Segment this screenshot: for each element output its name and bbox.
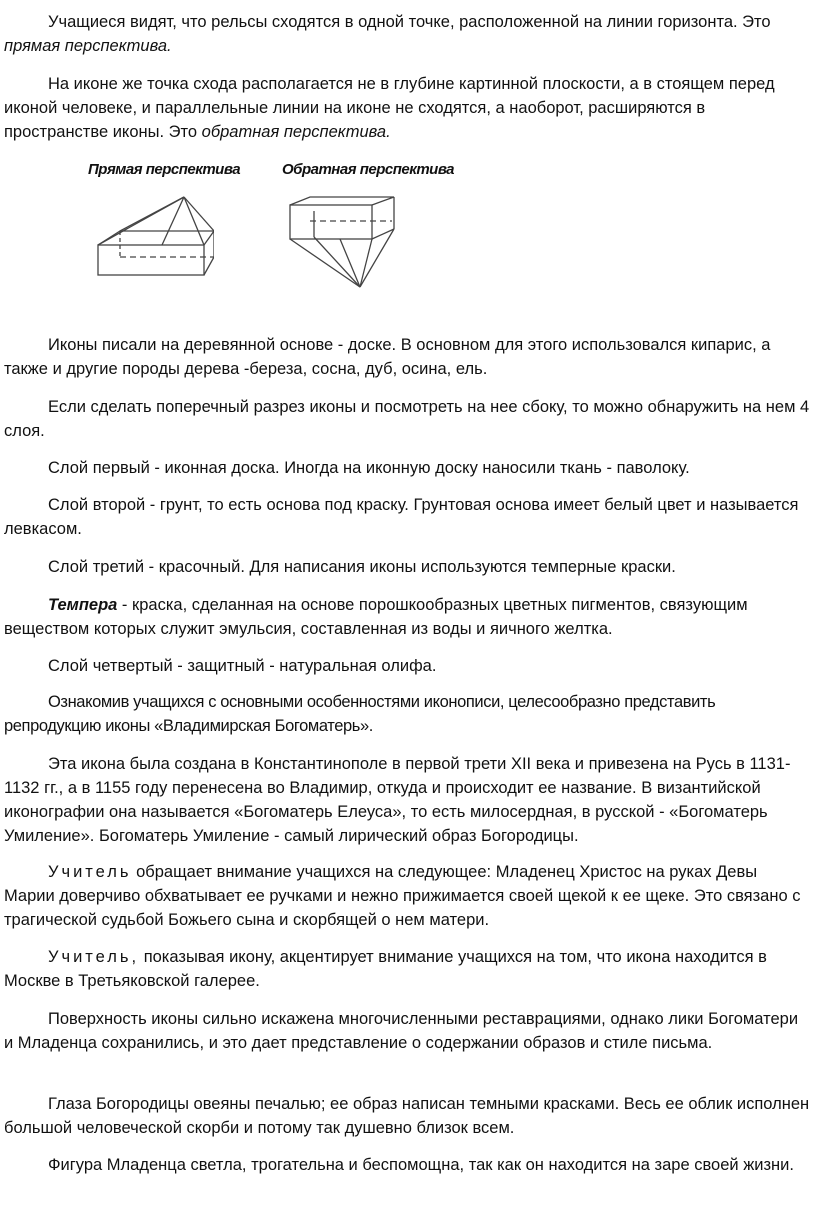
paragraph-layer-one: Слой первый - иконная доска. Иногда на иконную доску наносили ткань - паволоку. <box>48 459 690 477</box>
paragraph-rails <box>4 10 810 58</box>
paragraph-child-figure: Фигура Младенца светла, трогательна и беспомощна, так как он находится на заре своей жизни. <box>48 1156 794 1174</box>
paragraph-restoration: Поверхность иконы сильно искажена многочисленными реставрациями, однако лики Богоматери и Младенца сохранились, и это дает представление о содержании образов и стиле письма. <box>4 1010 799 1052</box>
direct-ray <box>184 197 204 245</box>
paragraph-icon-text: На иконе же точка схода располагается не в глубине картинной плоскости, а в стоящем перед иконой человеке, и параллельные линии на иконе не сходятся, а наоборот, расширяются в пространстве иконы. Это <box>4 75 775 141</box>
reverse-ray <box>314 237 360 287</box>
paragraph-icon-vanishing-point <box>4 72 810 144</box>
reverse-front-face <box>290 205 372 239</box>
paragraph-eyes: Глаза Богородицы овеяны печалью; ее образ написан темными красками. Весь ее облик исполнен большой человеческой скорби и потому так душевно близок всем. <box>4 1095 810 1137</box>
direct-ray <box>184 197 214 231</box>
term-teacher: Учитель <box>48 863 132 881</box>
direct-ray <box>120 197 184 231</box>
term-tempera: Темпера <box>48 596 118 614</box>
direct-side-edge <box>204 257 214 275</box>
paragraph-teacher-gallery <box>4 945 810 993</box>
paragraph-gallery-text: показывая икону, акцентирует внимание учащихся на том, что икона находится в Москве в Третьяковской галерее. <box>4 948 767 990</box>
paragraph-cross-section: Если сделать поперечный разрез иконы и посмотреть на нее сбоку, то можно обнаружить на нем 4 слоя. <box>4 398 810 440</box>
direct-top-face <box>98 231 214 245</box>
paragraph-teacher-text: обращает внимание учащихся на следующее: Младенец Христос на руках Девы Марии доверчиво обхватывает ее ручками и нежно прижимается своей щекой к ее щеке. Это связано с трагической судьбой Божьего сына и скорбящей о нем матери. <box>4 863 801 929</box>
direct-perspective-diagram <box>92 193 214 281</box>
paragraph-vladimir-history: Эта икона была создана в Константинополе в первой трети XII века и привезена на Русь в 1131-1132 гг., а в 1155 году перенесена во Владимир, откуда и происходит ее название. В византийской иконографии она называется «Богоматерь Елеуса», то есть милосердная, в русской - «Богоматерь Умиление». Богоматерь Умиление - самый лирический образ Богородицы. <box>4 755 791 845</box>
paragraph-layer-two: Слой второй - грунт, то есть основа под краску. Грунтовая основа имеет белый цвет и называется левкасом. <box>4 496 799 538</box>
reverse-ray <box>360 229 394 287</box>
term-direct-perspective: прямая перспектива. <box>4 37 172 55</box>
reverse-perspective-diagram <box>284 193 400 291</box>
paragraph-teacher-attention <box>4 860 810 932</box>
reverse-top-face <box>290 197 394 205</box>
direct-ray <box>162 197 184 245</box>
figure-label-reverse: Обратная перспектива <box>282 161 455 178</box>
paragraph-layer-three: Слой третий - красочный. Для написания иконы используются темперные краски. <box>48 558 676 576</box>
paragraph-tempera-text: - краска, сделанная на основе порошкообразных цветных пигментов, связующим веществом которых служит эмульсия, составленная из воды и яичного желтка. <box>4 596 748 638</box>
paragraph-rails-text: Учащиеся видят, что рельсы сходятся в одной точке, расположенной на линии горизонта. Это <box>48 13 771 31</box>
paragraph-vladimir-intro: Ознакомив учащихся с основными особенностями иконописи, целесообразно представить репродукцию иконы «Владимирская Богоматерь». <box>4 693 716 735</box>
term-reverse-perspective: обратная перспектива. <box>201 123 391 141</box>
paragraph-wood-base: Иконы писали на деревянной основе - доске. В основном для этого использовался кипарис, а также и другие породы дерева -береза, сосна, дуб, осина, ель. <box>4 336 771 378</box>
figure-label-direct: Прямая перспектива <box>88 161 241 178</box>
reverse-ray <box>360 239 372 287</box>
term-teacher: Учитель, <box>48 948 140 966</box>
paragraph-layer-four: Слой четвертый - защитный - натуральная олифа. <box>48 657 437 675</box>
paragraph-tempera <box>4 593 810 641</box>
direct-front-face <box>98 245 204 275</box>
